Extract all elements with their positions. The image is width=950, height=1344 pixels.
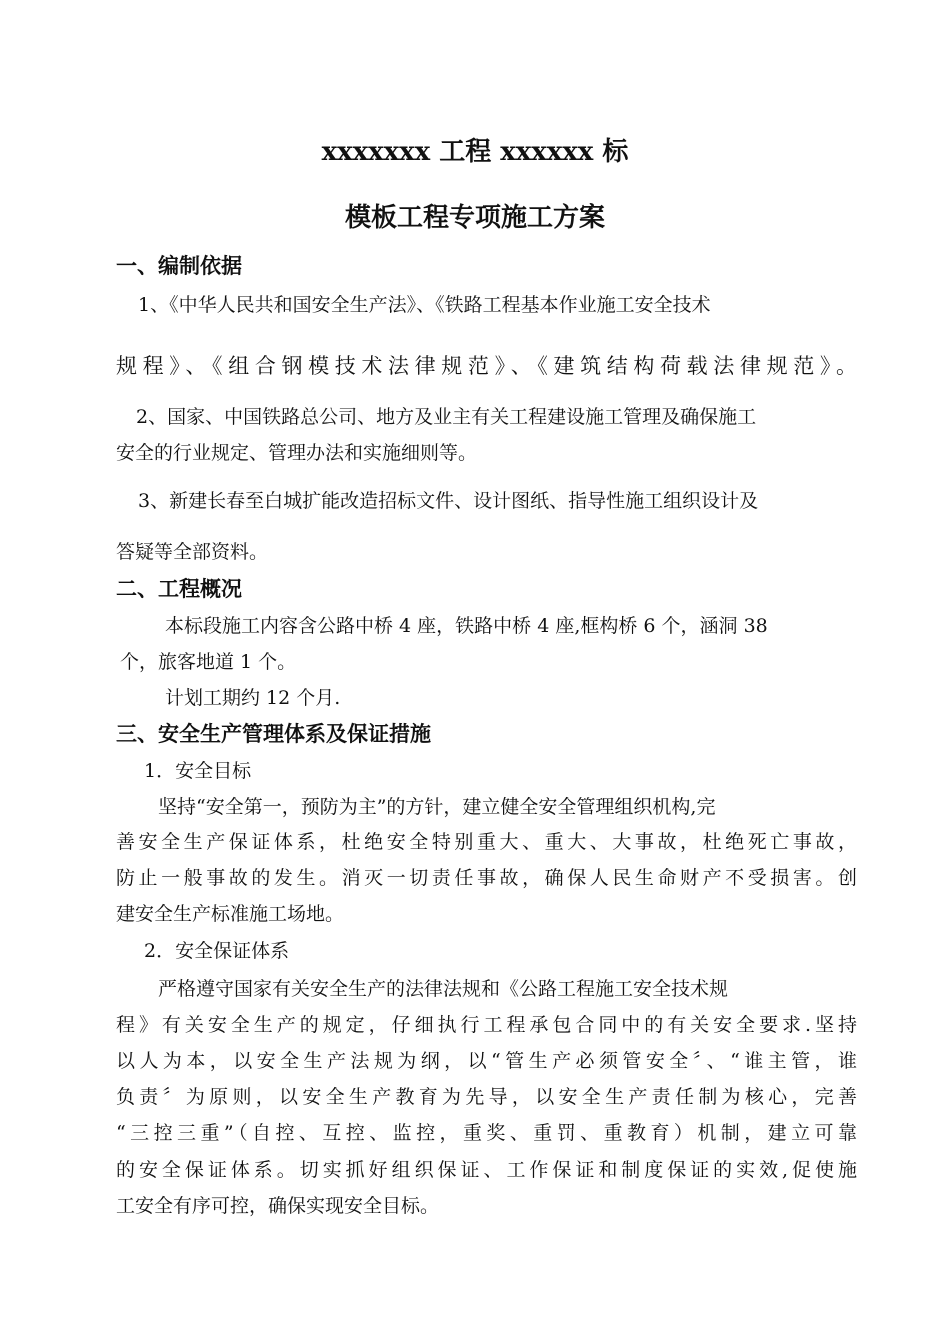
paragraph-line: 规程》、《组合钢模技术法律规范》、《建筑结构荷载法律规范》。: [116, 354, 857, 378]
paragraph-line: 坚持“安全第一，预防为主”的方针，建立健全安全管理组织机构,完: [158, 796, 716, 818]
paragraph-line: 3、新建长春至白城扩能改造招标文件、设计图纸、指导性施工组织设计及: [138, 490, 759, 512]
document-title-line1: xxxxxxx 工程 xxxxxx 标: [321, 137, 629, 167]
paragraph-line: 以人为本，以安全生产法规为纲，以“管生产必须管安全〞、“谁主管，谁: [116, 1050, 857, 1072]
paragraph-line: 建安全生产标准施工场地。: [116, 903, 345, 925]
paragraph-line: 安全的行业规定、管理办法和实施细则等。: [116, 442, 478, 464]
paragraph-line: 严格遵守国家有关安全生产的法律法规和《公路工程施工安全技术规: [158, 978, 729, 1000]
paragraph-line: 1、《中华人民共和国安全生产法》、《铁路工程基本作业施工安全技术: [138, 294, 711, 316]
paragraph-line: 程》有关安全生产的规定，仔细执行工程承包合同中的有关安全要求.坚持: [116, 1014, 857, 1036]
subsection-heading: 1．安全目标: [144, 760, 252, 782]
paragraph-line: 本标段施工内容含公路中桥 4 座，铁路中桥 4 座,框构桥 6 个，涵洞 38: [165, 615, 768, 637]
paragraph-line: “三控三重”（自控、互控、监控，重奖、重罚、重教育）机制，建立可靠: [116, 1122, 857, 1144]
paragraph-line: 计划工期约 12 个月.: [165, 687, 341, 709]
paragraph-line: 答疑等全部资料。: [116, 541, 269, 563]
paragraph-line: 工安全有序可控，确保实现安全目标。: [116, 1195, 440, 1217]
paragraph-line: 负责〞为原则，以安全生产教育为先导，以安全生产责任制为核心，完善: [116, 1086, 857, 1108]
paragraph-line: 2、国家、中国铁路总公司、地方及业主有关工程建设施工管理及确保施工: [136, 406, 757, 428]
paragraph-line: 的安全保证体系。切实抓好组织保证、工作保证和制度保证的实效,促使施: [116, 1159, 857, 1181]
section-heading-1: 一、编制依据: [116, 253, 242, 278]
section-heading-2: 二、工程概况: [116, 576, 242, 601]
subsection-heading: 2．安全保证体系: [144, 940, 290, 962]
paragraph-line: 防止一般事故的发生。消灭一切责任事故，确保人民生命财产不受损害。创: [116, 867, 857, 889]
paragraph-line: 善安全生产保证体系，杜绝安全特别重大、重大、大事故，杜绝死亡事故，: [116, 831, 857, 853]
section-heading-3: 三、安全生产管理体系及保证措施: [116, 721, 431, 746]
paragraph-line: 个，旅客地道 1 个。: [120, 651, 297, 673]
document-title-line2: 模板工程专项施工方案: [344, 203, 605, 233]
